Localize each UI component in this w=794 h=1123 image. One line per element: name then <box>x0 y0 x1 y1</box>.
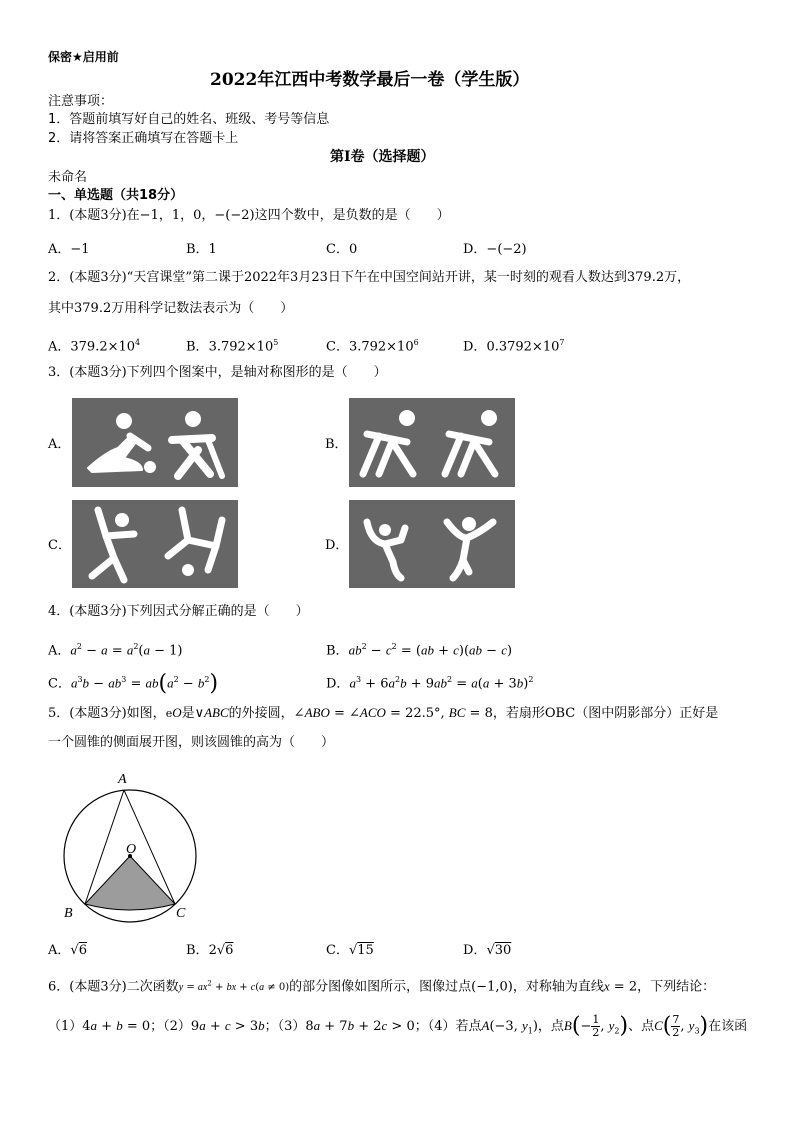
q3-option-a-label: A． <box>48 437 71 452</box>
q5-stem-line1: 5．(本题3分)如图，eO是∨ABC的外接圆，∠ABO = ∠ACO = 22.5°, BC = 8，若扇形OBC（图中阴影部分）正好是 <box>48 705 719 721</box>
notes-item-2: 2．请将答案正确填写在答题卡上 <box>48 131 239 146</box>
q5-label-o: O <box>126 842 137 857</box>
q2-stem-line1: 2．(本题3分)“天宫课堂”第二课于2022年3月23日下午在中国空间站开讲，某一时刻的观看人数达到379.2万， <box>48 270 691 285</box>
q3-option-d-label: D． <box>325 538 349 553</box>
q4-stem: 4．(本题3分)下列因式分解正确的是（ ） <box>48 604 309 619</box>
q3-option-c-label: C． <box>48 538 71 553</box>
q5-option-a: A．√6 <box>48 943 87 958</box>
q2-option-d: D．$0.3792\times 10^7$ <box>463 338 565 355</box>
q3-option-b-image <box>349 398 515 487</box>
q5-option-d: D．√30 <box>463 943 512 958</box>
notes-item-1: 1．答题前填写好自己的姓名、班级、考号等信息 <box>48 112 330 127</box>
q2-option-a: A．$379.2\times 10^4$ <box>48 338 141 355</box>
q3-option-b-label: B． <box>325 437 348 452</box>
q3-stem: 3．(本题3分)下列四个图案中，是轴对称图形的是（ ） <box>48 365 387 380</box>
q3-option-a-image <box>72 398 238 487</box>
q5-label-a: A <box>118 772 127 787</box>
section-title: 第I卷（选择题） <box>330 149 435 165</box>
q3-option-d-image <box>349 500 515 588</box>
q1-option-b: B．1 <box>186 242 217 257</box>
q5-option-b: B．2√6 <box>186 943 234 958</box>
q3-option-c-image <box>72 500 238 588</box>
q2-stem-line2: 其中379.2万用科学记数法表示为（ ） <box>48 301 294 316</box>
q6-stem-line1: 6．(本题3分)二次函数$y = ax^2$ + bx + c(a ≠ 0)的部分图像如图所示，图像过点(−1,0)，对称轴为直线x = 2，下列结论： <box>48 978 716 995</box>
q5-label-b: B <box>64 906 73 921</box>
q5-figure <box>58 770 208 926</box>
q4-option-d: D．$a^3 + 6a^2b + 9ab^2 = a(a + 3b)^2$ <box>326 675 534 692</box>
q4-option-c: C．$a^3b - ab^3 = ab(a^2 - b^2)$ <box>48 670 219 696</box>
q4-option-b: B．$ab^2 - c^2 = (ab + c)(ab - c)$ <box>326 642 513 659</box>
q4-option-a: A．$a^2 - a = a^2(a - 1)$ <box>48 642 183 659</box>
q1-option-d: D．−(−2) <box>463 242 527 257</box>
q2-option-c: C．$3.792\times 10^6$ <box>326 338 419 355</box>
q1-option-a: A．−1 <box>48 242 90 257</box>
notes-heading: 注意事项： <box>48 94 114 109</box>
q2-option-b: B．$3.792\times 10^5$ <box>186 338 279 355</box>
secret-label: 保密★启用前 <box>48 50 119 64</box>
q1-option-c: C．0 <box>326 242 358 257</box>
q5-stem-line2: 一个圆锥的侧面展开图，则该圆锥的高为（ ） <box>48 735 335 750</box>
part-heading: 一、单选题（共18分） <box>48 188 184 203</box>
unnamed-label: 未命名 <box>48 170 88 185</box>
q6-stem-line2: （1）4a + b = 0；（2）9a + c > 3b；（3）8a + 7b + 2c > 0；（4）若点A(−3, $y_1$)，点B(− $\frac{1}{2}$ , $y_2$)、点C( $\frac{7}{2}$ , $y_3$)在该函 <box>48 1013 748 1039</box>
q5-label-c: C <box>176 906 186 921</box>
q1-stem: 1．(本题3分)在−1，1，0，−(−2)这四个数中，是负数的是（ ） <box>48 208 450 223</box>
q5-option-c: C．√15 <box>326 943 374 958</box>
page-title: 2022年江西中考数学最后一卷（学生版） <box>210 70 530 90</box>
